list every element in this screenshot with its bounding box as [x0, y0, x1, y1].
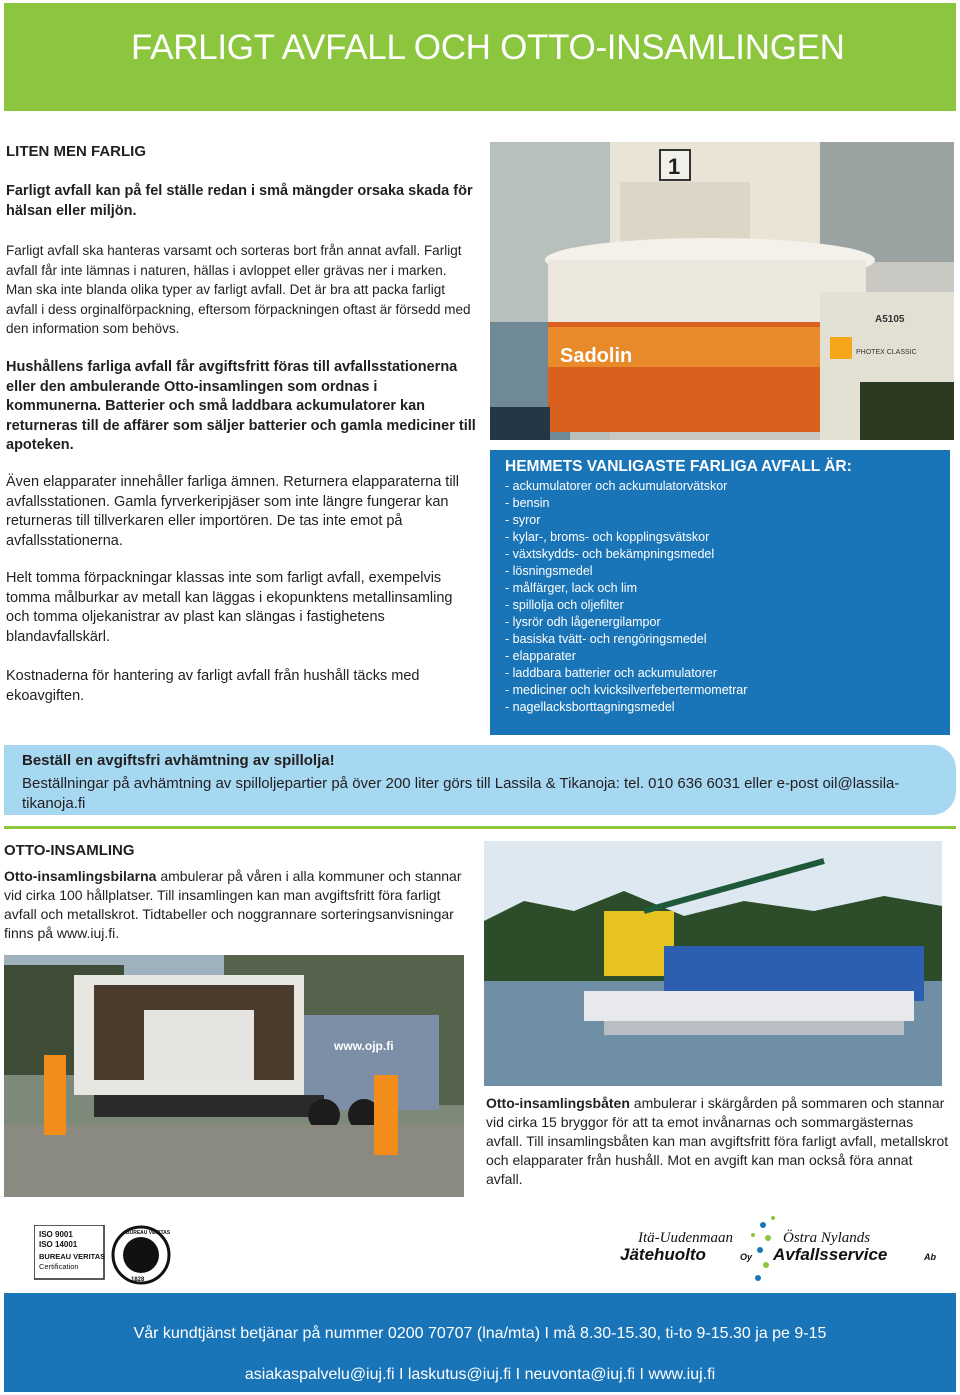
section-divider [4, 826, 956, 829]
otto-bold-term: Otto-insamlingsbilarna [4, 868, 157, 884]
list-item: - målfärger, lack och lim [505, 581, 637, 595]
page-title: FARLIGT AVFALL OCH OTTO-INSAMLINGEN [131, 28, 845, 67]
paragraph-costs: Kostnaderna för hantering av farligt avfall från hushåll täcks med ekoavgiften. [6, 668, 420, 704]
paragraph-handling: Farligt avfall ska hanteras varsamt och sorteras bort från annat avfall. Farligt avfall får inte lämnas i naturen, hällas i avloppet eller grävas ner i marken. Man ska inte blanda olika typer av farligt avfall. Det är bra att packa farligt avfall i dess orginalförpackning, eftersom förpackningen oftast är försedd med den information som behövs. [6, 243, 471, 336]
bv-seal-text: BUREAU VERITAS [126, 1230, 171, 1236]
truck-website-text: www.ojp.fi [334, 1039, 394, 1053]
bureau-veritas-logo [34, 1225, 174, 1287]
logo-sv-name: Avfallsservice [773, 1245, 888, 1264]
footer-customer-service: Vår kundtjänst betjänar på nummer 0200 70707 (lna/mta) I må 8.30-15.30, ti-to 9-15.30 ja pe 9-15 [133, 1325, 827, 1342]
logo-sv-script: Östra Nylands [783, 1230, 871, 1246]
list-item: - elapparater [505, 649, 576, 663]
list-item: - kylar-, broms- och kopplingsvätskor [505, 530, 710, 544]
list-item: - bensin [505, 496, 550, 510]
logo-fi-name: Jätehuolto [620, 1245, 706, 1264]
boat-caption-rest: ambulerar i skärgården på sommaren och stannar vid cirka 15 bryggor för att ta emot invånarnas och sommargästernas avfall. Till insamlingsbåten kan man avgiftsfritt föra farligt avfall, metallskrot och elapparater från hushåll. Mot en avgift kan man också föra annat avfall. [486, 1095, 949, 1187]
hazard-list [505, 478, 950, 716]
bv-name: BUREAU VERITAS [39, 1252, 106, 1261]
otto-text-rest: ambulerar på våren i alla kommuner och stannar vid cirka 100 hållplatser. Till insamlingen kan man avgiftsfritt föra farligt avfall och metallskrot. Tidtabeller och noggrannare sorteringsanvisningar finns på www.iuj.fi. [4, 868, 462, 941]
oil-pickup-text: Beställningar på avhämtning av spilloljepartier på över 200 liter görs till Lassila & Tikanoja: tel. 010 636 6031 eller e-post oil@lassila-tikanoja.fi [22, 775, 900, 812]
list-item: - laddbara batterier och ackumulatorer [505, 666, 717, 680]
bv-iso9001: ISO 9001 [39, 1230, 73, 1239]
logo-fi-script: Itä-Uudenmaan [638, 1230, 733, 1246]
paint-label-photex: PHOTEX CLASSIC [856, 349, 917, 356]
paint-label-a5105: A5105 [875, 314, 905, 325]
oil-pickup-title: Beställ en avgiftsfri avhämtning av spillolja! [22, 752, 335, 769]
section-heading-otto-insamling: OTTO-INSAMLING [4, 842, 135, 859]
list-item: - basiska tvätt- och rengöringsmedel [505, 632, 707, 646]
paragraph-electronics: Även elapparater innehåller farliga ämnen. Returnera elapparaterna till avfallsstationen. Gamla fyrverkeripjäser som inte längre fungerar kan returneras till tillverkaren eller importören. De tas inte emot på avfallsstationerna. [6, 474, 459, 549]
logo-sv-suffix: Ab [924, 1252, 936, 1262]
otto-description [4, 867, 464, 943]
boat-caption [486, 1094, 952, 1189]
list-item: - lysrör odh lågenergilampor [505, 615, 661, 629]
list-item: - nagellacksborttagningsmedel [505, 700, 675, 714]
list-item: - ackumulatorer och ackumulatorvätskor [505, 479, 728, 493]
hazard-list-box [490, 450, 950, 735]
paint-label-one: 1 [668, 154, 681, 179]
company-logo [618, 1210, 942, 1290]
list-item: - lösningsmedel [505, 564, 593, 578]
paragraph-household-returns: Hushållens farliga avfall får avgiftsfritt föras till avfallsstationerna eller den ambulerande Otto-insamlingen som ordnas i kommunerna. Batterier och små laddbara ackumulatorer kan returneras till de affärer som säljer batterier och gamla mediciner till apoteken. [6, 359, 476, 453]
list-item: - mediciner och kvicksilverfebertermometrar [505, 683, 748, 697]
section-heading-liten-men-farlig: LITEN MEN FARLIG [6, 143, 146, 160]
hazard-list-title: HEMMETS VANLIGASTE FARLIGA AVFALL ÄR: [505, 458, 852, 475]
logo-fi-suffix: Oy [740, 1252, 753, 1262]
footer-contacts: asiakaspalvelu@iuj.fi I laskutus@iuj.fi I neuvonta@iuj.fi I www.iuj.fi [244, 1366, 716, 1383]
section-lead: Farligt avfall kan på fel ställe redan i små mängder orsaka skada för hälsan eller miljön. [6, 183, 473, 219]
paint-cans-photo [490, 142, 954, 440]
collection-boat-photo [484, 841, 942, 1086]
paint-label-sadolin: Sadolin [560, 345, 633, 367]
list-item: - syror [505, 513, 541, 527]
bv-certification: Certification [39, 1262, 79, 1271]
paragraph-empty-packaging: Helt tomma förpackningar klassas inte som farligt avfall, exempelvis tomma målburkar av metall kan läggas i ekopunktens metallinsamling och tomma oljekanistrar av plast kan slängas i fastighetens blandavfallskärl. [6, 570, 453, 645]
bv-iso14001: ISO 14001 [39, 1240, 78, 1249]
boat-bold-term: Otto-insamlingsbåten [486, 1095, 630, 1111]
collection-truck-photo [4, 955, 464, 1197]
bv-seal-year: 1828 [131, 1277, 145, 1283]
list-item: - spillolja och oljefilter [505, 598, 624, 612]
list-item: - växtskydds- och bekämpningsmedel [505, 547, 715, 561]
